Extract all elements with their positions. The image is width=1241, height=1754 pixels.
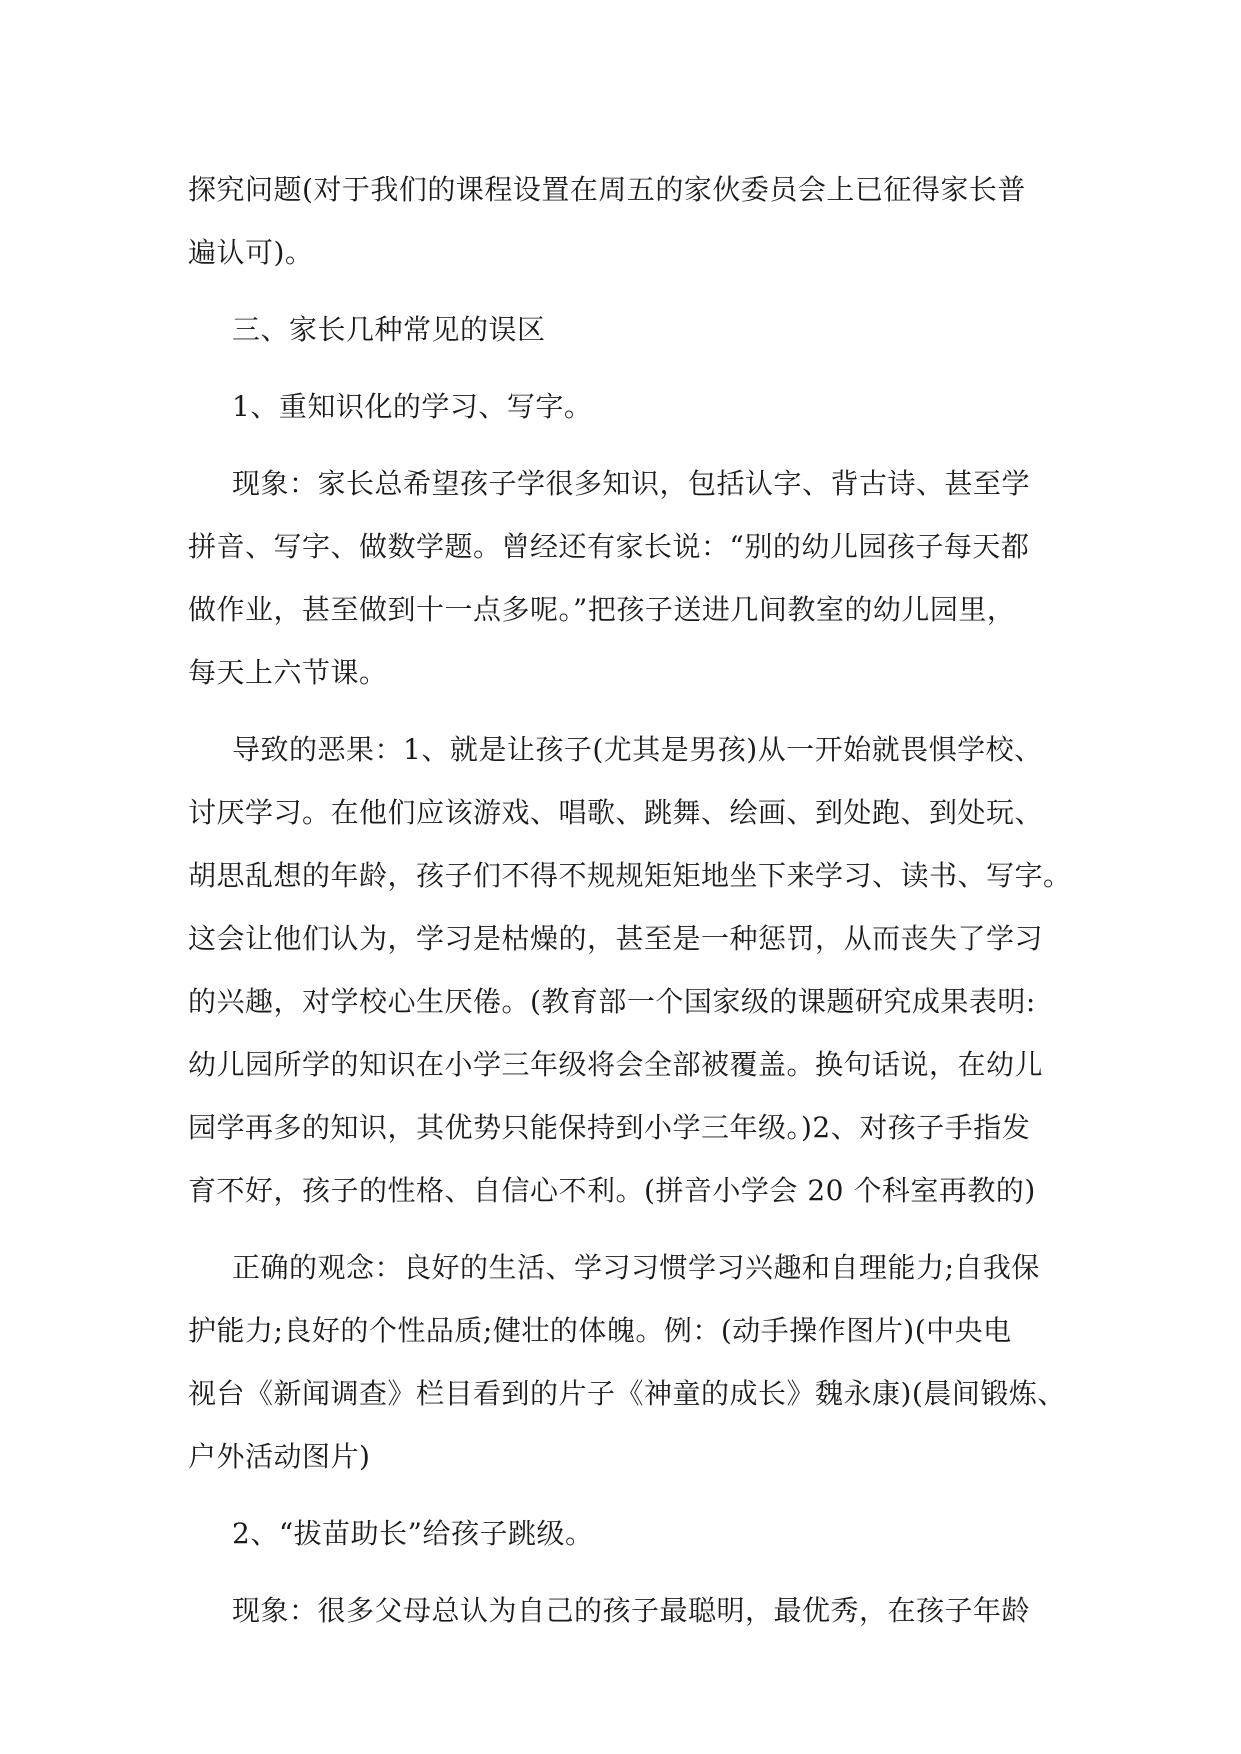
- paragraph-phenomenon-2: [188, 1579, 1068, 1642]
- text-line: 导致的恶果：1、就是让孩子(尤其是男孩)从一开始就畏惧学校、: [232, 733, 1043, 766]
- text-line: 2、“拔苗助长”给孩子跳级。: [232, 1517, 594, 1550]
- text-line: 这会让他们认为，学习是枯燥的，甚至是一种惩罚，从而丧失了学习: [188, 922, 1044, 955]
- text-line: 视台《新闻调查》栏目看到的片子《神童的成长》魏永康)(晨间锻炼、: [188, 1377, 1066, 1410]
- text-line: 幼儿园所学的知识在小学三年级将会全部被覆盖。换句话说，在幼儿: [188, 1048, 1044, 1081]
- text-line: 正确的观念：良好的生活、学习习惯学习兴趣和自理能力;自我保: [232, 1251, 1040, 1284]
- subheading-1: [188, 375, 1068, 438]
- text-line: 胡思乱想的年龄，孩子们不得不规规矩矩地坐下来学习、读书、写字。: [188, 859, 1072, 892]
- text-line: 遍认可)。: [188, 236, 314, 269]
- text-line: 做作业，甚至做到十一点多呢。”把孩子送进几间教室的幼儿园里，: [188, 593, 1016, 626]
- document-page: [188, 158, 1072, 1656]
- text-line: 的兴趣，对学校心生厌倦。(教育部一个国家级的课题研究成果表明:: [188, 985, 1036, 1018]
- subheading-2: [188, 1502, 1068, 1565]
- paragraph-correct-concept: [188, 1236, 1068, 1488]
- section-heading: [188, 298, 1068, 361]
- text-line: 现象：家长总希望孩子学很多知识，包括认字、背古诗、甚至学: [232, 467, 1031, 500]
- text-line: 户外活动图片): [188, 1440, 371, 1473]
- text-line: 三、家长几种常见的误区: [232, 313, 546, 346]
- text-line: 讨厌学习。在他们应该游戏、唱歌、跳舞、绘画、到处跑、到处玩、: [188, 796, 1044, 829]
- text-line: 育不好，孩子的性格、自信心不利。(拼音小学会 20 个科室再教的): [188, 1174, 1036, 1207]
- paragraph-phenomenon-1: [188, 452, 1068, 704]
- text-line: 护能力;良好的个性品质;健壮的体魄。例：(动手操作图片)(中央电: [188, 1314, 1012, 1347]
- paragraph-consequences: [188, 718, 1072, 1222]
- paragraph-p1: [188, 158, 1068, 284]
- text-line: 探究问题(对于我们的课程设置在周五的家伙委员会上已征得家长普: [188, 173, 1026, 206]
- text-line: 园学再多的知识，其优势只能保持到小学三年级。)2、对孩子手指发: [188, 1111, 1031, 1144]
- text-line: 现象：很多父母总认为自己的孩子最聪明，最优秀，在孩子年龄: [232, 1594, 1031, 1627]
- text-line: 1、重知识化的学习、写字。: [232, 390, 593, 423]
- text-line: 每天上六节课。: [188, 656, 388, 689]
- text-line: 拼音、写字、做数学题。曾经还有家长说：“别的幼儿园孩子每天都: [188, 530, 1030, 563]
